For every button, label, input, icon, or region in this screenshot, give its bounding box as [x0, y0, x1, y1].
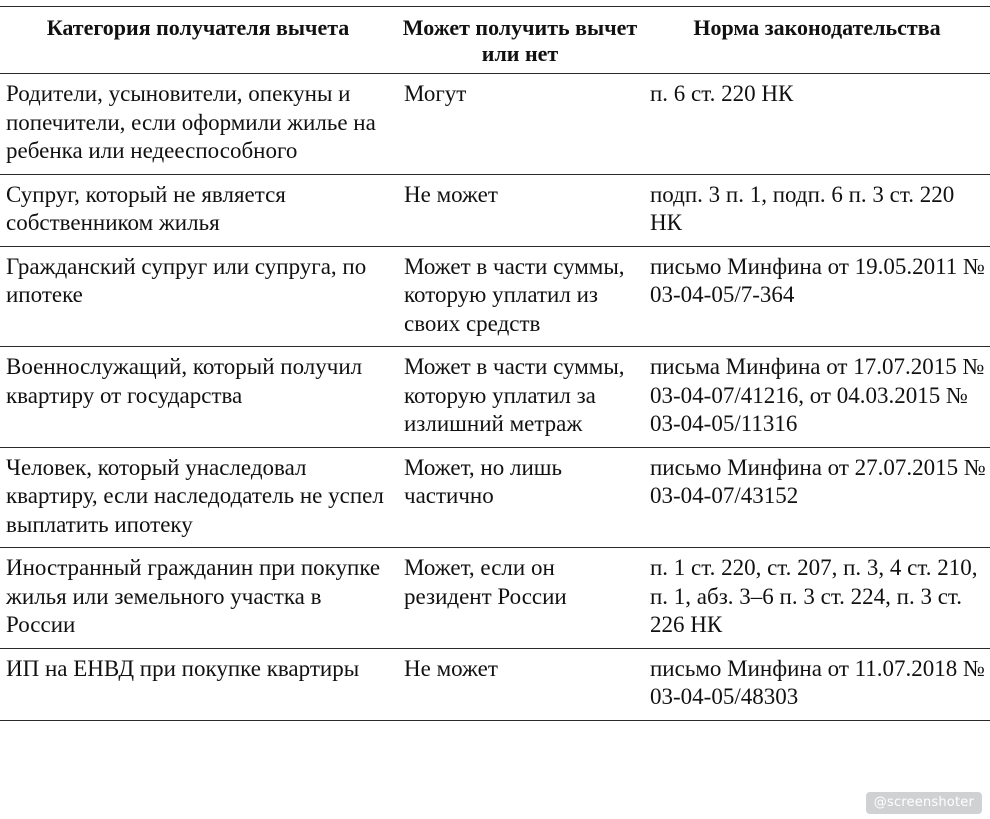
cell-category: Супруг, который не является собственником жилья	[0, 174, 396, 246]
table-row	[0, 548, 990, 649]
cell-category: Человек, который унаследовал квартиру, если наследодатель не успел выплатить ипотеку	[0, 447, 396, 548]
table-row	[0, 347, 990, 448]
header-category: Категория получателя вычета	[0, 7, 396, 74]
table-row	[0, 74, 990, 175]
cell-law: п. 6 ст. 220 НК	[644, 74, 990, 175]
cell-category: Родители, усыновители, опекуны и попечители, если оформили жилье на ребенка или недееспособного	[0, 74, 396, 175]
cell-can-receive: Не может	[396, 648, 644, 720]
cell-can-receive: Может в части суммы, которую уплатил за излишний метраж	[396, 347, 644, 448]
cell-can-receive: Может, если он резидент России	[396, 548, 644, 649]
table-header	[0, 7, 990, 74]
cell-law: письмо Минфина от 27.07.2015 № 03-04-07/43152	[644, 447, 990, 548]
cell-law: подп. 3 п. 1, подп. 6 п. 3 ст. 220 НК	[644, 174, 990, 246]
cell-law: письмо Минфина от 19.05.2011 № 03-04-05/7-364	[644, 246, 990, 347]
table-row	[0, 447, 990, 548]
cell-law: письмо Минфина от 11.07.2018 № 03-04-05/48303	[644, 648, 990, 720]
header-row	[0, 7, 990, 74]
screenshoter-watermark: @screenshoter	[866, 792, 982, 814]
cell-law: письма Минфина от 17.07.2015 № 03-04-07/41216, от 04.03.2015 № 03-04-05/11316	[644, 347, 990, 448]
table-row	[0, 174, 990, 246]
header-law: Норма законодательства	[644, 7, 990, 74]
table-row	[0, 246, 990, 347]
header-can-receive: Может получить вычет или нет	[396, 7, 644, 74]
table-row	[0, 648, 990, 720]
deduction-recipients-table	[0, 6, 990, 721]
cell-category: Иностранный гражданин при покупке жилья или земельного участка в России	[0, 548, 396, 649]
cell-can-receive: Может в части суммы, которую уплатил из своих средств	[396, 246, 644, 347]
cell-can-receive: Могут	[396, 74, 644, 175]
cell-can-receive: Не может	[396, 174, 644, 246]
cell-category: ИП на ЕНВД при покупке квартиры	[0, 648, 396, 720]
cell-law: п. 1 ст. 220, ст. 207, п. 3, 4 ст. 210, п. 1, абз. 3–6 п. 3 ст. 224, п. 3 ст. 226 НК	[644, 548, 990, 649]
cell-category: Военнослужащий, который получил квартиру от государства	[0, 347, 396, 448]
table-body	[0, 74, 990, 721]
cell-can-receive: Может, но лишь частично	[396, 447, 644, 548]
cell-category: Гражданский супруг или супруга, по ипотеке	[0, 246, 396, 347]
